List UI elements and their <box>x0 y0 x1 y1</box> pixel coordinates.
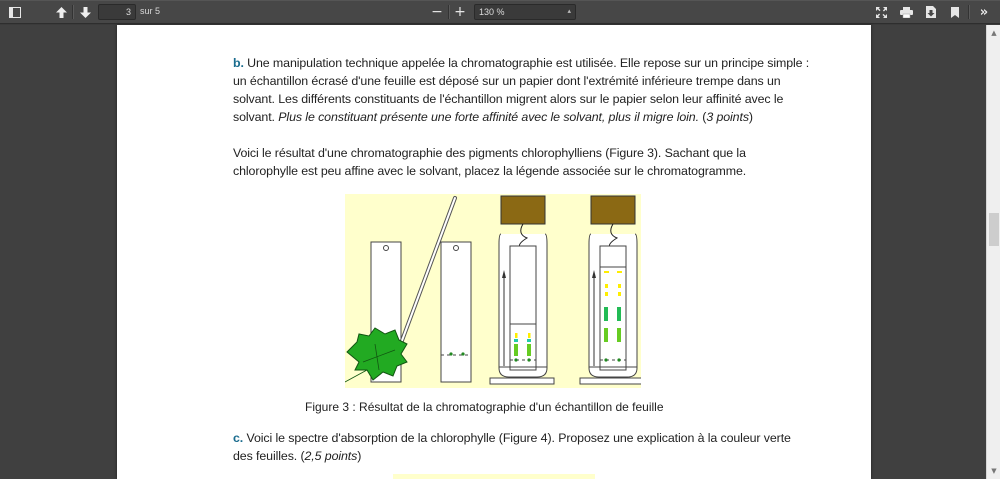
print-icon <box>900 7 913 18</box>
download-icon <box>926 6 936 18</box>
next-page-button[interactable] <box>74 3 96 21</box>
figure-3-caption: Figure 3 : Résultat de la chromatographie d'un échantillon de feuille <box>305 400 664 414</box>
pdf-page <box>117 25 871 479</box>
section-b-paragraph: b. Une manipulation technique appelée la chromatographie est utilisée. Elle repose sur un principe simple : un échantillon écrasé d'une feuille est déposé sur un papier dont l'extrémité inférieure trempe dans un solvant. Les différents constituants de l'échantillon migrent alors sur le papier selon leur affinité avec le solvant. Plus le constituant présente une forte affinité avec le solvant, plus il migre loin. (3 points) <box>233 56 810 124</box>
bookmark-button[interactable] <box>944 3 966 21</box>
zoom-out-button[interactable]: − <box>431 4 443 20</box>
vertical-scrollbar[interactable] <box>986 25 1000 479</box>
zoom-level-select[interactable] <box>474 4 576 20</box>
sidebar-toggle-icon <box>9 7 21 18</box>
fullscreen-icon <box>876 7 887 18</box>
points-label: 2,5 points <box>304 449 358 463</box>
bookmark-icon <box>951 7 959 18</box>
sidebar-toggle-button[interactable] <box>4 3 26 21</box>
previous-page-button[interactable] <box>50 3 72 21</box>
double-chevron-right-icon: » <box>979 4 989 20</box>
emphasis-text: Plus le constituant présente une forte affinité avec le solvant, plus il migre loin. <box>278 110 699 124</box>
select-arrows-icon: ▴ <box>567 8 571 15</box>
page-count-label: sur 5 <box>140 6 161 16</box>
tools-button[interactable] <box>973 3 995 21</box>
section-b-question: Voici le résultat d'une chromatographie des pigments chlorophylliens (Figure 3). Sachant que la chlorophylle est peu affine avec le solvant, placez la légende associée sur le chromatogramme. <box>233 146 747 178</box>
figure-4-top-edge <box>393 474 595 479</box>
zoom-level-value: 130 % <box>479 7 505 17</box>
chromatography-illustration <box>345 194 641 388</box>
arrow-down-icon <box>80 7 91 18</box>
page-number-input[interactable]: 3 <box>98 4 136 20</box>
presentation-mode-button[interactable] <box>870 3 892 21</box>
section-c-paragraph: c. Voici le spectre d'absorption de la chlorophylle (Figure 4). Proposez une explication à la couleur verte des feuilles. (2,5 points) <box>233 431 791 463</box>
points-label: 3 points <box>706 110 749 124</box>
section-b-label: b. <box>233 56 244 70</box>
download-button[interactable] <box>920 3 942 21</box>
arrow-up-icon <box>56 7 67 18</box>
section-c-label: c. <box>233 431 244 445</box>
print-button[interactable] <box>895 3 917 21</box>
toolbar-separator <box>72 5 73 19</box>
document-viewer[interactable] <box>0 25 986 479</box>
scroll-up-icon[interactable]: ▲ <box>991 29 997 37</box>
pdf-toolbar <box>0 0 1000 24</box>
toolbar-separator <box>968 5 969 19</box>
scrollbar-thumb[interactable] <box>989 213 999 246</box>
zoom-in-button[interactable]: + <box>454 4 466 20</box>
figure-3-chromatography <box>345 194 641 388</box>
scroll-down-icon[interactable]: ▼ <box>991 467 997 475</box>
